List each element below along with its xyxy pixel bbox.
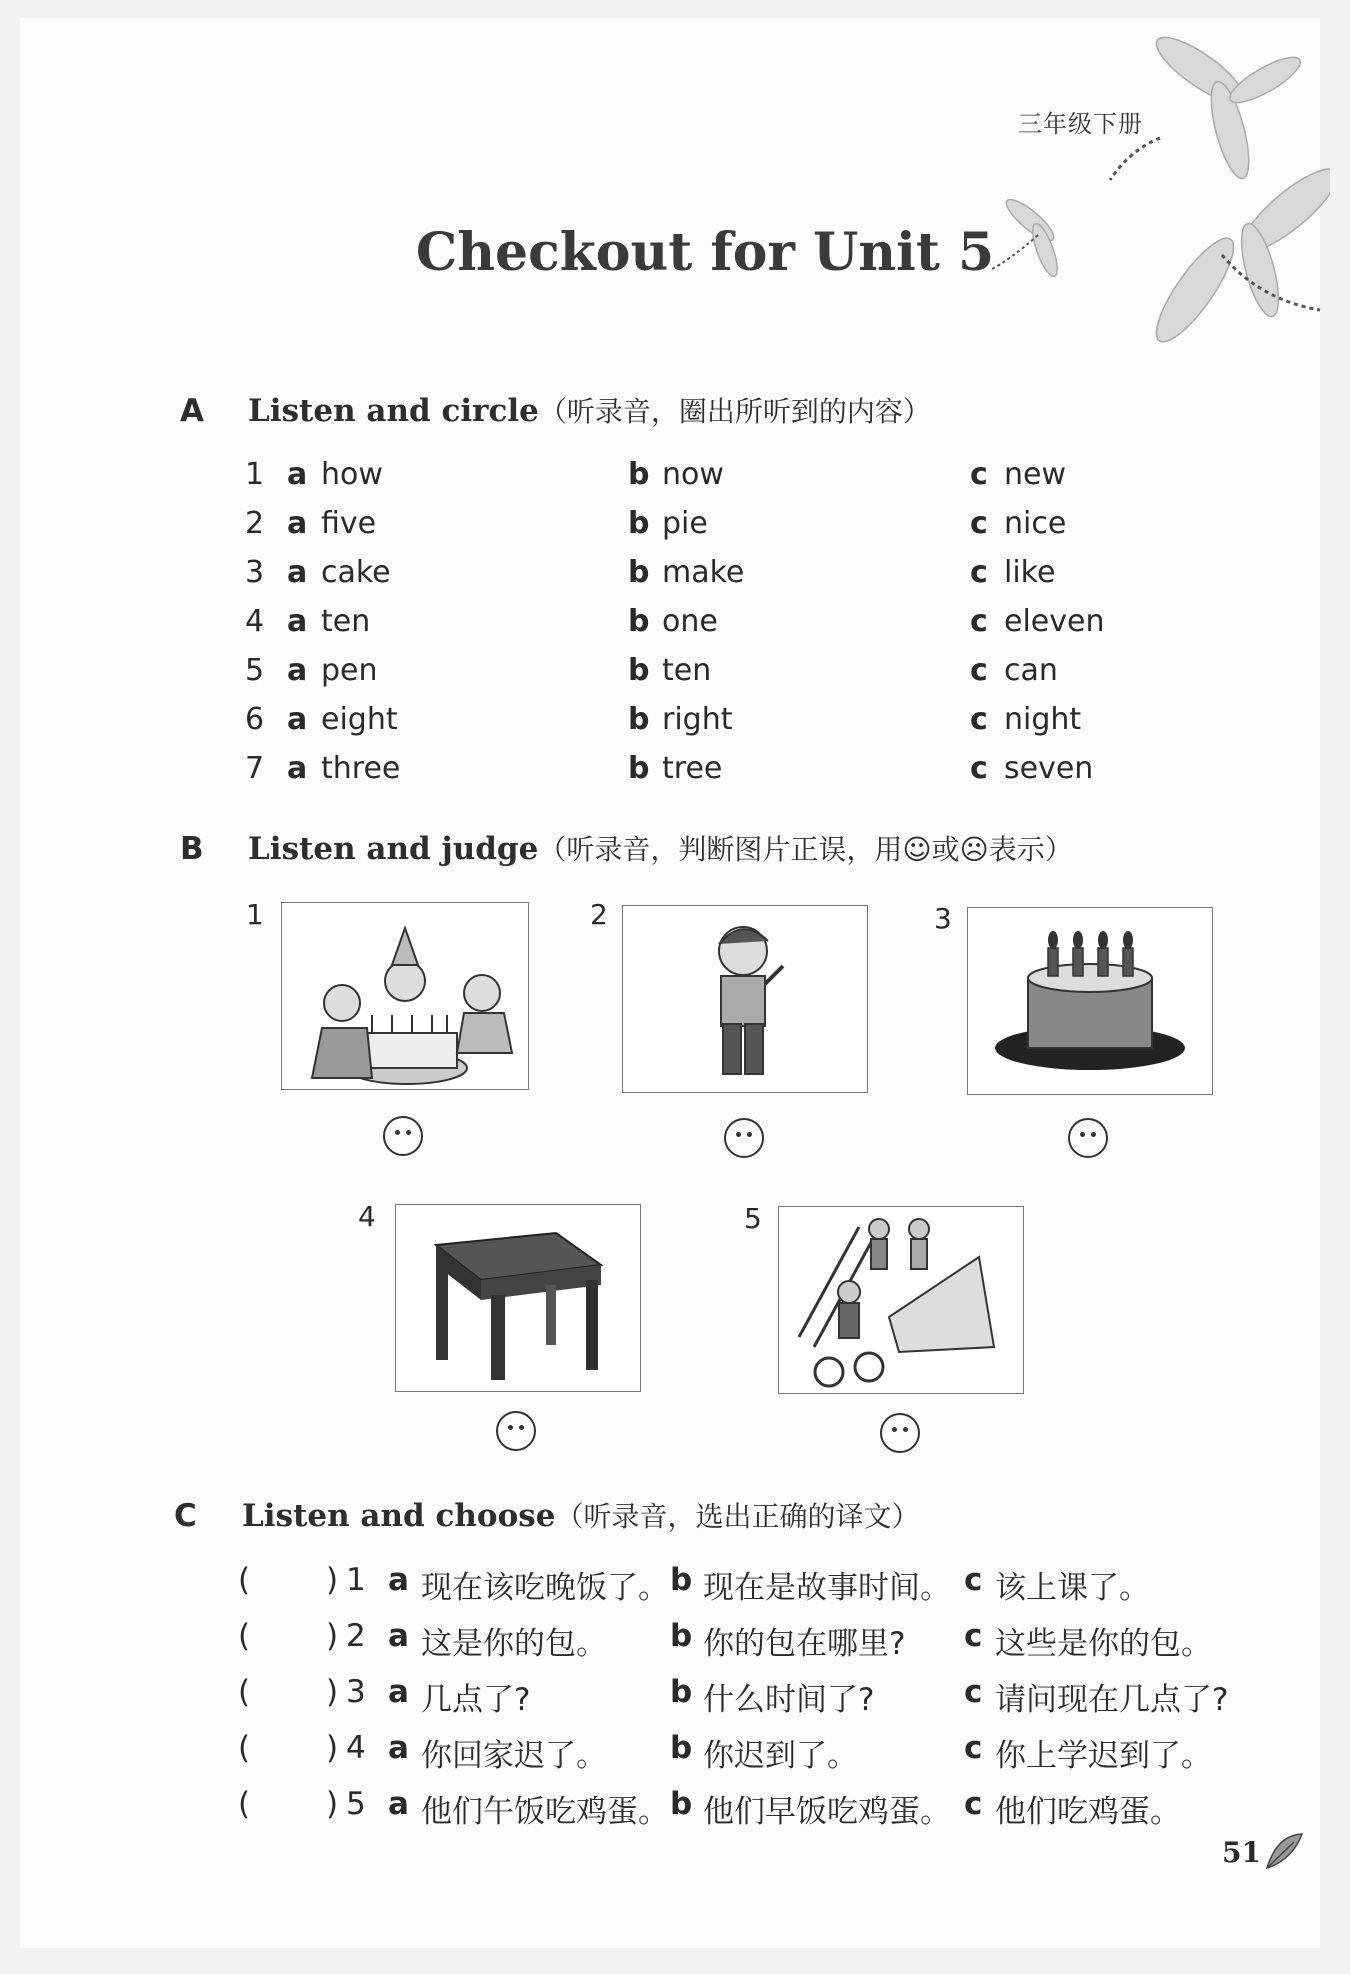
option-a-text[interactable]: 这是你的包。 — [421, 1626, 607, 1662]
option-letter: a — [388, 1562, 409, 1598]
option-letter: c — [964, 1730, 983, 1766]
item-number: 5 — [346, 1786, 366, 1822]
item-number: 5 — [245, 653, 265, 688]
option-letter: a — [388, 1786, 409, 1822]
section-note: （听录音，圈出所听到的内容） — [538, 395, 931, 428]
option-c-text[interactable]: 这些是你的包。 — [995, 1626, 1212, 1662]
option-b[interactable] — [628, 702, 733, 737]
answer-bracket-close: ) — [326, 1562, 339, 1598]
section-a-heading — [180, 390, 931, 430]
option-c[interactable] — [970, 751, 1093, 786]
option-letter: c — [970, 555, 988, 590]
option-c[interactable] — [970, 506, 1066, 541]
option-letter: a — [388, 1618, 409, 1654]
option-word: now — [662, 457, 724, 492]
option-letter: c — [970, 702, 988, 737]
option-letter: a — [388, 1730, 409, 1766]
answer-bracket-close: ) — [326, 1730, 339, 1766]
option-letter: b — [670, 1730, 693, 1766]
option-a[interactable] — [245, 751, 400, 786]
option-b[interactable] — [628, 555, 744, 590]
option-letter: b — [628, 751, 650, 786]
answer-bracket-open[interactable]: ( — [238, 1562, 251, 1598]
answer-bracket-open[interactable]: ( — [238, 1786, 251, 1822]
boy-waving-picture — [622, 905, 868, 1093]
section-b-heading — [180, 828, 1073, 868]
item-number: 3 — [245, 555, 265, 590]
birthday-party-picture — [281, 902, 529, 1090]
option-letter: b — [670, 1562, 693, 1598]
picture-number: 2 — [590, 898, 608, 931]
section-title: Listen and choose — [242, 1498, 556, 1534]
option-b-text[interactable]: 什么时间了? — [703, 1682, 875, 1718]
section-letter: C — [174, 1498, 197, 1534]
school-scene-picture — [778, 1206, 1024, 1394]
option-letter: c — [964, 1786, 983, 1822]
option-a-text[interactable]: 几点了? — [421, 1682, 531, 1718]
option-b[interactable] — [628, 653, 711, 688]
option-c[interactable] — [970, 604, 1104, 639]
option-word: cake — [321, 555, 391, 590]
option-letter: b — [670, 1674, 693, 1710]
smiley-face-icon[interactable] — [1068, 1118, 1108, 1158]
option-letter: a — [287, 751, 308, 786]
option-word: five — [321, 506, 377, 541]
option-c-text[interactable]: 该上课了。 — [995, 1570, 1150, 1606]
option-c-text[interactable]: 你上学迟到了。 — [995, 1738, 1212, 1774]
option-b-text[interactable]: 你的包在哪里? — [703, 1626, 906, 1662]
option-letter: b — [628, 506, 650, 541]
item-number: 6 — [245, 702, 265, 737]
option-letter: c — [970, 506, 988, 541]
item-number: 2 — [245, 506, 265, 541]
option-a[interactable] — [245, 555, 391, 590]
option-letter: c — [964, 1618, 983, 1654]
option-word: eleven — [1004, 604, 1105, 639]
option-b[interactable] — [628, 457, 724, 492]
item-number: 7 — [245, 751, 265, 786]
option-b[interactable] — [628, 506, 708, 541]
option-word: how — [321, 457, 383, 492]
option-word: night — [1004, 702, 1082, 737]
page-number: 51 — [1222, 1836, 1261, 1869]
section-letter: B — [180, 831, 204, 867]
option-letter: b — [628, 702, 650, 737]
option-word: eight — [321, 702, 398, 737]
option-letter: a — [287, 506, 308, 541]
dragonfly-decoration — [960, 20, 1330, 380]
option-letter: a — [388, 1674, 409, 1710]
option-word: like — [1004, 555, 1056, 590]
option-a[interactable] — [245, 604, 370, 639]
option-word: pen — [321, 653, 378, 688]
option-letter: b — [670, 1618, 693, 1654]
option-word: one — [662, 604, 718, 639]
item-number: 4 — [346, 1730, 366, 1766]
answer-bracket-close: ) — [326, 1786, 339, 1822]
option-a-text[interactable]: 他们午饭吃鸡蛋。 — [421, 1794, 669, 1830]
option-word: make — [662, 555, 745, 590]
leaf-icon — [1262, 1830, 1306, 1874]
answer-bracket-close: ) — [326, 1618, 339, 1654]
option-letter: a — [287, 702, 308, 737]
page-title: Checkout for Unit 5 — [415, 222, 995, 283]
smiley-face-icon[interactable] — [724, 1118, 764, 1158]
item-number: 4 — [245, 604, 265, 639]
option-c-text[interactable]: 请问现在几点了? — [995, 1682, 1229, 1718]
smiley-face-icon[interactable] — [880, 1413, 920, 1453]
option-b-text[interactable]: 你迟到了。 — [703, 1738, 858, 1774]
cake-picture — [967, 907, 1213, 1095]
answer-bracket-open[interactable]: ( — [238, 1674, 251, 1710]
section-c-heading — [174, 1495, 919, 1535]
section-letter: A — [180, 393, 204, 429]
option-letter: b — [628, 653, 650, 688]
picture-number: 5 — [744, 1202, 762, 1235]
item-number: 1 — [245, 457, 265, 492]
grade-label: 三年级下册 — [1018, 110, 1143, 138]
option-c[interactable] — [970, 555, 1055, 590]
answer-bracket-close: ) — [326, 1674, 339, 1710]
item-number: 1 — [346, 1562, 366, 1598]
option-a[interactable] — [245, 457, 383, 492]
option-c[interactable] — [970, 653, 1058, 688]
option-letter: a — [287, 457, 308, 492]
option-letter: b — [628, 555, 650, 590]
option-word: tree — [662, 751, 723, 786]
option-b[interactable] — [628, 751, 722, 786]
option-letter: a — [287, 555, 308, 590]
option-a[interactable] — [245, 702, 398, 737]
option-c[interactable] — [970, 457, 1066, 492]
section-title: Listen and circle — [248, 393, 539, 429]
desk-picture — [395, 1204, 641, 1392]
smiley-face-icon[interactable] — [496, 1411, 536, 1451]
option-letter: b — [628, 457, 650, 492]
answer-bracket-open[interactable]: ( — [238, 1730, 251, 1766]
answer-bracket-open[interactable]: ( — [238, 1618, 251, 1654]
option-letter: a — [287, 604, 308, 639]
option-word: seven — [1004, 751, 1094, 786]
item-number: 2 — [346, 1618, 366, 1654]
picture-number: 1 — [246, 898, 264, 931]
option-word: ten — [321, 604, 371, 639]
section-note: （听录音，选出正确的译文） — [555, 1500, 920, 1533]
option-a-text[interactable]: 现在该吃晚饭了。 — [421, 1570, 669, 1606]
option-c[interactable] — [970, 702, 1081, 737]
section-note: （听录音，判断图片正误，用☺或☹表示） — [538, 833, 1073, 866]
option-letter: b — [628, 604, 650, 639]
option-b-text[interactable]: 他们早饭吃鸡蛋。 — [703, 1794, 951, 1830]
picture-number: 3 — [934, 902, 952, 935]
option-letter: c — [970, 751, 988, 786]
option-a[interactable] — [245, 653, 378, 688]
option-word: three — [321, 751, 401, 786]
item-number: 3 — [346, 1674, 366, 1710]
option-a[interactable] — [245, 506, 376, 541]
option-a-text[interactable]: 你回家迟了。 — [421, 1738, 607, 1774]
smiley-face-icon[interactable] — [383, 1116, 423, 1156]
option-word: ten — [662, 653, 712, 688]
option-word: new — [1004, 457, 1067, 492]
option-word: pie — [662, 506, 708, 541]
option-word: nice — [1004, 506, 1067, 541]
section-title: Listen and judge — [248, 831, 539, 867]
picture-number: 4 — [358, 1200, 376, 1233]
option-b[interactable] — [628, 604, 718, 639]
option-letter: c — [970, 457, 988, 492]
option-letter: c — [964, 1674, 983, 1710]
option-letter: c — [970, 653, 988, 688]
option-b-text[interactable]: 现在是故事时间。 — [703, 1570, 951, 1606]
option-letter: b — [670, 1786, 693, 1822]
option-letter: c — [970, 604, 988, 639]
option-c-text[interactable]: 他们吃鸡蛋。 — [995, 1794, 1181, 1830]
option-letter: c — [964, 1562, 983, 1598]
option-letter: a — [287, 653, 308, 688]
option-word: right — [662, 702, 733, 737]
option-word: can — [1004, 653, 1058, 688]
